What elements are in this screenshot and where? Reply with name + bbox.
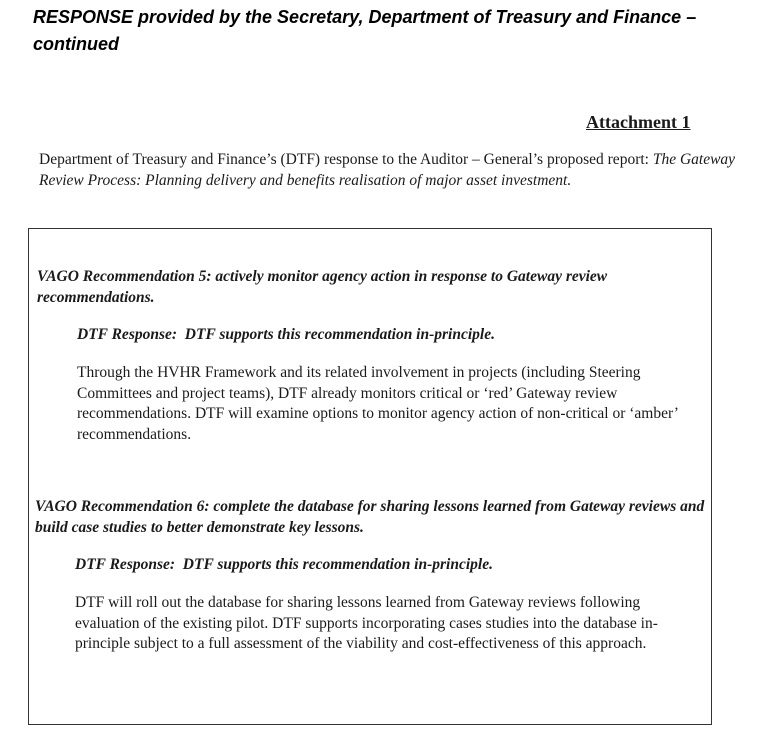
recommendation-6-title: VAGO Recommendation 6: complete the database for sharing lessons learned from Gateway reviews and build case studies to better demonstrate key lessons.	[35, 498, 705, 536]
recommendation-5-title: VAGO Recommendation 5: actively monitor agency action in response to Gateway review recommendations.	[37, 268, 608, 306]
attachment-label: Attachment 1	[586, 112, 691, 132]
page-heading: RESPONSE provided by the Secretary, Department of Treasury and Finance – continued	[33, 7, 697, 54]
recommendation-5-body: Through the HVHR Framework and its related involvement in projects (including Steering Committees and project teams), DTF already monitors critical or ‘red’ Gateway review recommendations. DTF will examine options to monitor agency action of non-critical or ‘amber’ recommendations.	[77, 364, 678, 443]
report-title: The Gateway Review Process: Planning delivery and benefits realisation of major asset investment.	[39, 151, 736, 189]
recommendation-6-response: DTF Response: DTF supports this recommendation in-principle.	[75, 556, 493, 573]
recommendation-5-response: DTF Response: DTF supports this recommendation in-principle.	[77, 326, 495, 343]
recommendations-box	[28, 228, 712, 725]
intro-text: Department of Treasury and Finance’s (DTF) response to the Auditor – General’s proposed report:	[39, 151, 653, 168]
intro-paragraph	[39, 150, 739, 191]
recommendation-6-body: DTF will roll out the database for sharing lessons learned from Gateway reviews following evaluation of the existing pilot. DTF supports incorporating cases studies into the database in-principle subject to a full assessment of the viability and cost-effectiveness of this approach.	[75, 594, 658, 652]
